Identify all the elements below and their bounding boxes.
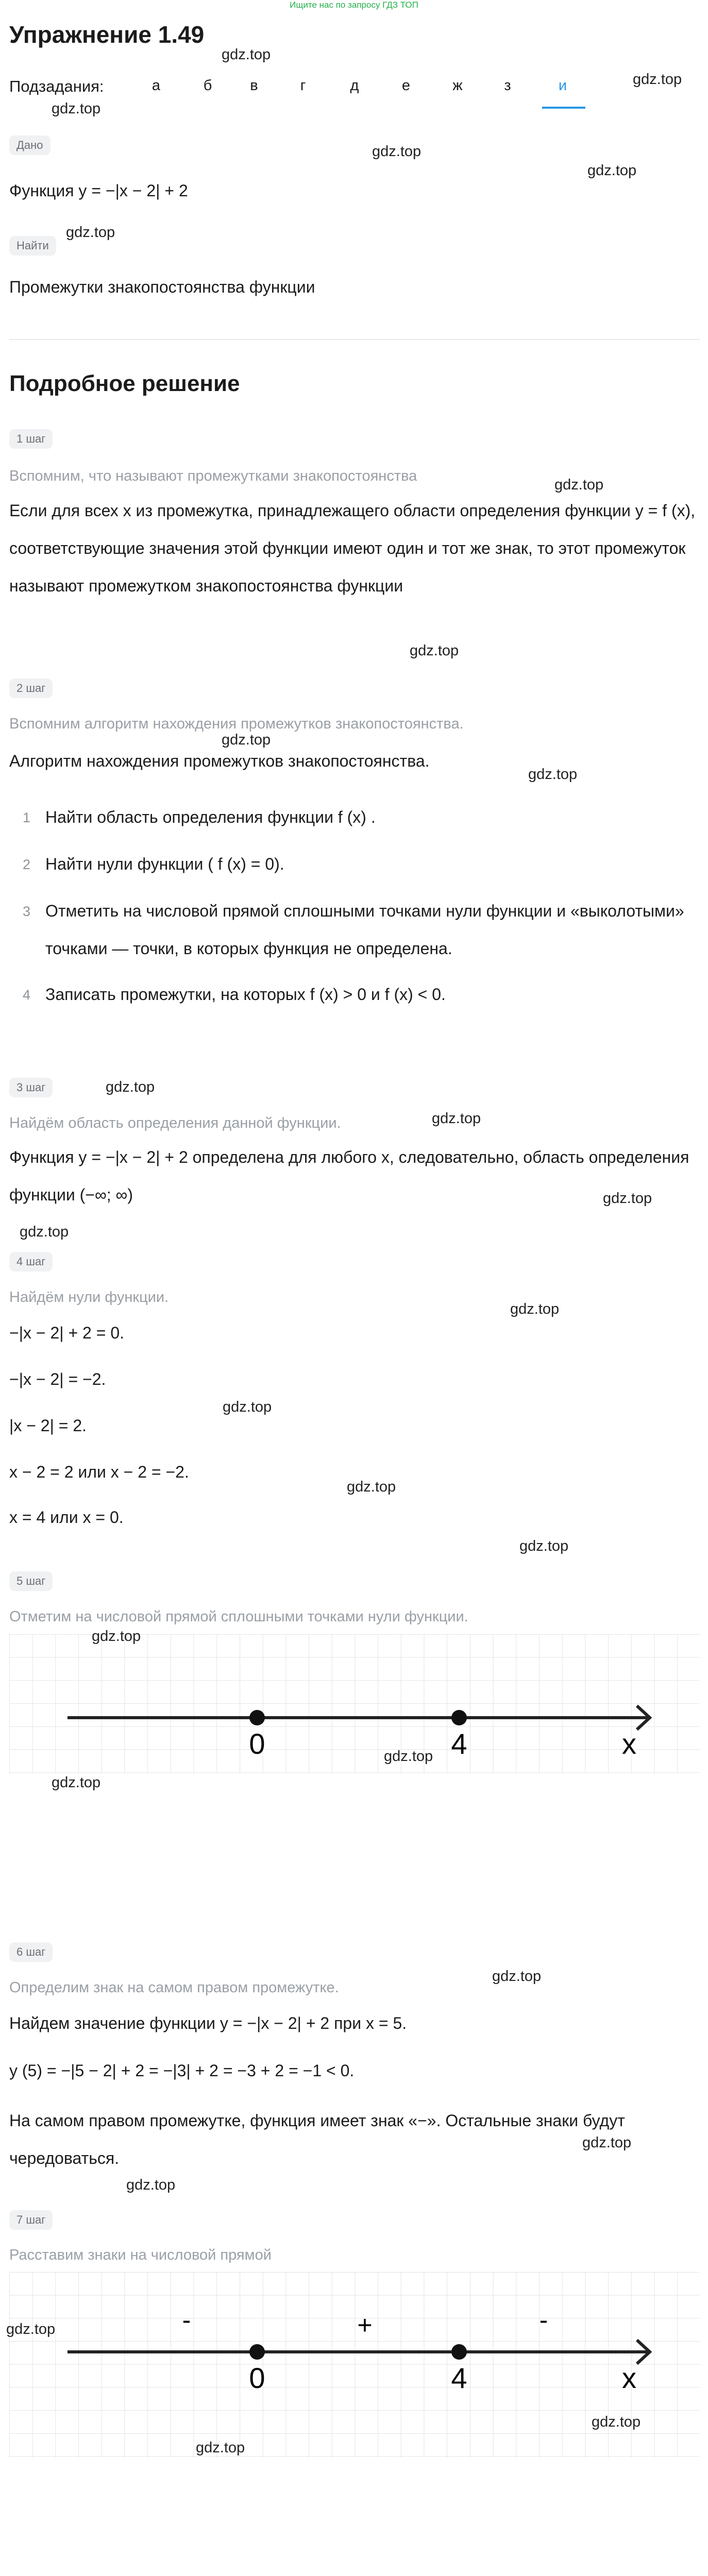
- subtask-tab-i[interactable]: и: [558, 77, 567, 94]
- page-title: Упражнение 1.49: [9, 21, 205, 48]
- subtasks-label: Подзадания:: [9, 77, 104, 95]
- step-1-hint: Вспомним, что называют промежутками знакопостоянства: [9, 468, 417, 484]
- axis-label-x: x: [622, 2362, 636, 2394]
- equation-line: x = 4 или x = 0.: [9, 1508, 124, 1527]
- algorithm-item-number: 1: [23, 810, 31, 825]
- watermark: gdz.top: [6, 2321, 56, 2337]
- point-label-0: 0: [249, 1727, 265, 1760]
- step-1-text: Если для всех x из промежутка, принадлежащего области определения функции y = f (x), соответствующие значения этой функции имеют один и тот же знак, то этот промежуток называют промежутком знакопостоянства функции: [9, 501, 696, 595]
- watermark: gdz.top: [52, 100, 101, 117]
- subtask-tab-d[interactable]: д: [350, 77, 359, 94]
- watermark: gdz.top: [587, 162, 637, 179]
- watermark: gdz.top: [410, 642, 459, 659]
- watermark: gdz.top: [92, 1628, 141, 1645]
- watermark: gdz.top: [592, 2414, 641, 2430]
- step-3-badge: 3 шаг: [9, 1078, 53, 1097]
- promo-banner: Ищите нас по запросу ГДЗ ТОП: [290, 0, 418, 10]
- solution-heading: Подробное решение: [9, 371, 240, 396]
- watermark: gdz.top: [510, 1301, 560, 1317]
- point-label-4: 4: [451, 2362, 467, 2394]
- step-3-hint: Найдём область определения данной функции.: [9, 1115, 341, 1131]
- algorithm-item-number: 4: [23, 987, 31, 1003]
- step-5-hint: Отметим на числовой прямой сплошными точками нули функции.: [9, 1608, 468, 1625]
- number-line-zeros: [9, 1634, 700, 1773]
- graph-grid: [9, 1634, 700, 1773]
- step-7-badge: 7 шаг: [9, 2210, 53, 2230]
- watermark: gdz.top: [519, 1538, 569, 1554]
- subtask-tab-a[interactable]: а: [151, 77, 161, 94]
- point-label-0: 0: [249, 2362, 265, 2394]
- algorithm-item-number: 3: [23, 904, 31, 919]
- given-text: Функция y = −|x − 2| + 2: [9, 181, 188, 200]
- step-7-hint: Расставим знаки на числовой прямой: [9, 2247, 272, 2263]
- algorithm-item-number: 2: [23, 857, 31, 872]
- zero-point-4: [451, 2344, 467, 2360]
- sign-left: -: [182, 2306, 191, 2334]
- watermark: gdz.top: [222, 46, 271, 63]
- given-badge: Дано: [9, 135, 50, 155]
- zero-point-4: [451, 1710, 467, 1725]
- subtask-tab-v[interactable]: в: [250, 77, 258, 94]
- watermark: gdz.top: [66, 224, 115, 241]
- step-2-badge: 2 шаг: [9, 679, 53, 698]
- watermark: gdz.top: [347, 1479, 396, 1495]
- step-6-text: На самом правом промежутке, функция имеет знак «−». Остальные знаки будут чередоваться.: [9, 2111, 625, 2167]
- watermark: gdz.top: [52, 1774, 101, 1791]
- algorithm-item: Найти нули функции ( f (x) = 0).: [45, 855, 284, 873]
- watermark: gdz.top: [20, 1224, 69, 1240]
- sign-middle: +: [357, 2311, 373, 2340]
- step-5-badge: 5 шаг: [9, 1571, 53, 1591]
- watermark: gdz.top: [384, 1748, 433, 1765]
- calc-line: y (5) = −|5 − 2| + 2 = −|3| + 2 = −3 + 2 = −1 < 0.: [9, 2061, 355, 2080]
- watermark: gdz.top: [106, 1079, 155, 1095]
- watermark: gdz.top: [372, 143, 422, 160]
- algorithm-item: Записать промежутки, на которых f (x) > 0 и f (x) < 0.: [45, 985, 446, 1004]
- subtask-tab-zh[interactable]: ж: [452, 77, 463, 94]
- calc-line: Найдем значение функции y = −|x − 2| + 2 при x = 5.: [9, 2014, 407, 2032]
- equation-line: −|x − 2| = −2.: [9, 1370, 106, 1388]
- equation-line: |x − 2| = 2.: [9, 1416, 87, 1435]
- equation-line: x − 2 = 2 или x − 2 = −2.: [9, 1463, 189, 1481]
- zero-point-0: [249, 2344, 265, 2360]
- step-4-badge: 4 шаг: [9, 1252, 53, 1272]
- watermark: gdz.top: [196, 2439, 245, 2456]
- watermark: gdz.top: [223, 1399, 272, 1415]
- find-badge: Найти: [9, 236, 56, 256]
- subtask-tab-g[interactable]: г: [300, 77, 306, 94]
- watermark: gdz.top: [528, 766, 578, 783]
- watermark: gdz.top: [126, 2177, 176, 2193]
- active-tab-indicator: [542, 107, 585, 109]
- point-label-4: 4: [451, 1727, 467, 1760]
- algorithm-item: Найти область определения функции f (x) .: [45, 808, 376, 826]
- algorithm-item: Отметить на числовой прямой сплошными точками нули функции и «выколотыми» точками — точки, в которых функция не определена.: [45, 902, 684, 958]
- watermark: gdz.top: [603, 1190, 652, 1207]
- sign-right: -: [539, 2306, 548, 2334]
- subtask-tab-z[interactable]: з: [504, 77, 511, 94]
- step-6-badge: 6 шаг: [9, 1942, 53, 1962]
- equation-line: −|x − 2| + 2 = 0.: [9, 1324, 124, 1342]
- step-3-text: Функция y = −|x − 2| + 2 определена для любого x, следовательно, область определения функции (−∞; ∞): [9, 1148, 689, 1204]
- step-2-intro: Алгоритм нахождения промежутков знакопостоянства.: [9, 752, 430, 770]
- subtask-tab-e[interactable]: е: [401, 77, 411, 94]
- watermark: gdz.top: [582, 2134, 632, 2151]
- axis-label-x: x: [622, 1727, 636, 1760]
- watermark: gdz.top: [492, 1968, 542, 1985]
- subtask-tab-b[interactable]: б: [203, 77, 212, 94]
- step-6-hint: Определим знак на самом правом промежутке.: [9, 1979, 339, 1996]
- step-1-badge: 1 шаг: [9, 429, 53, 449]
- step-4-hint: Найдём нули функции.: [9, 1289, 169, 1306]
- zero-point-0: [249, 1710, 265, 1725]
- find-text: Промежутки знакопостоянства функции: [9, 278, 315, 296]
- step-2-hint: Вспомним алгоритм нахождения промежутков знакопостоянства.: [9, 716, 464, 732]
- section-divider: [9, 339, 700, 340]
- watermark: gdz.top: [554, 477, 604, 493]
- watermark: gdz.top: [633, 71, 682, 88]
- watermark: gdz.top: [222, 732, 271, 748]
- watermark: gdz.top: [432, 1110, 481, 1127]
